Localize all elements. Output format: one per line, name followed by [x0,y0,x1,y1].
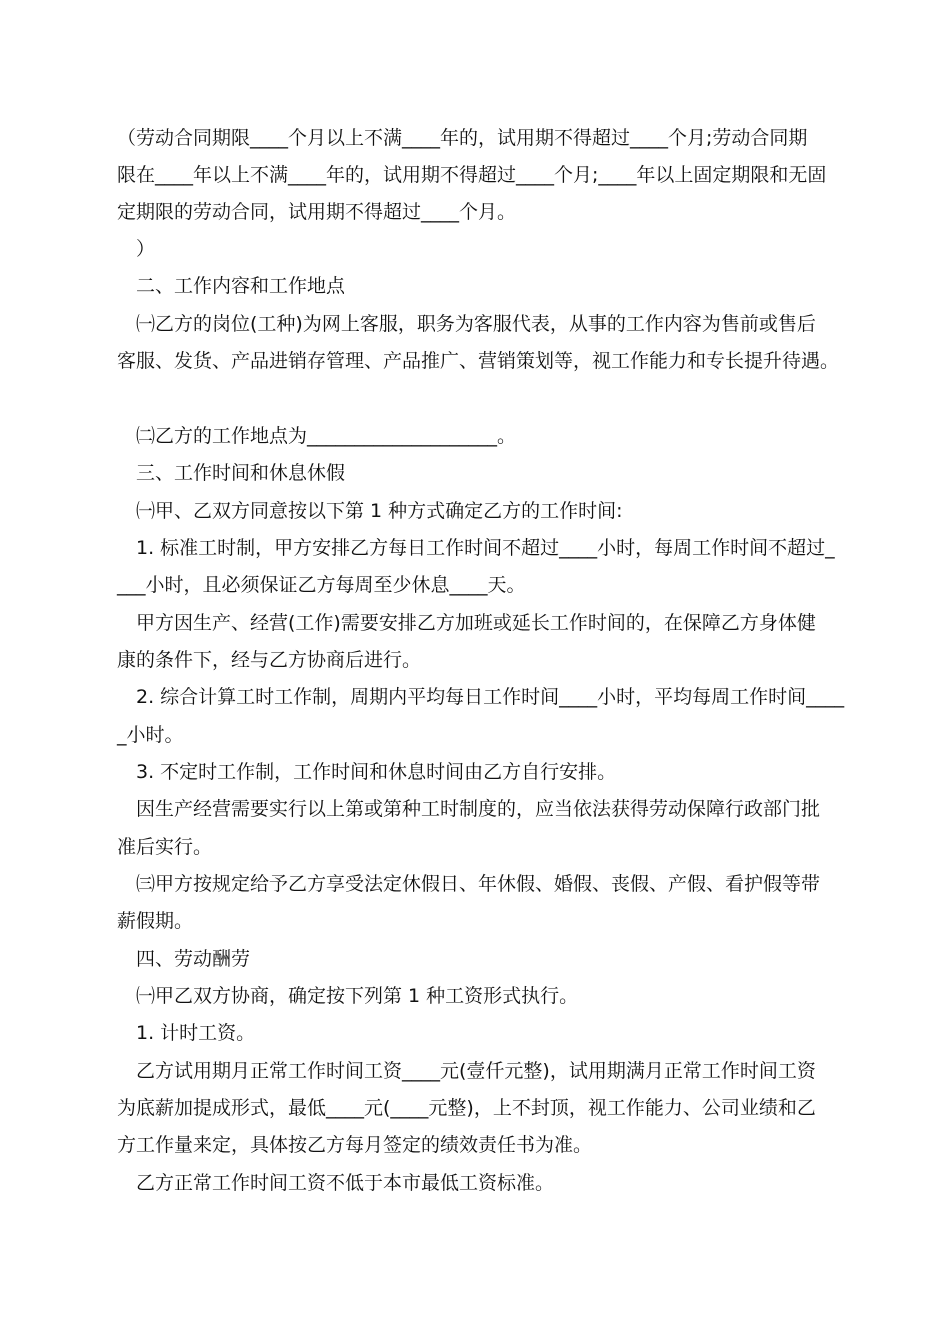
section-heading: 四、劳动酬劳 [136,948,251,970]
paragraph-line: ） [136,238,156,260]
section-heading: 三、工作时间和休息休假 [136,462,346,484]
paragraph-line: 甲方因生产、经营(工作)需要安排乙方加班或延长工作时间的，在保障乙方身体健 [136,612,816,634]
paragraph-line: 为底薪加提成形式，最低____元(____元整)，上不封顶，视工作能力、公司业绩和乙 [117,1097,816,1119]
paragraph-line: 3. 不定时工作制，工作时间和休息时间由乙方自行安排。 [136,761,617,783]
paragraph-line: 薪假期。 [117,910,194,932]
paragraph-line: 因生产经营需要实行以上第或第种工时制度的，应当依法获得劳动保障行政部门批 [136,798,821,820]
paragraph-line: _小时。 [117,724,184,746]
paragraph-line: 方工作量来定，具体按乙方每月签定的绩效责任书为准。 [117,1134,593,1156]
paragraph-line: ㈢甲方按规定给予乙方享受法定休假日、年休假、婚假、丧假、产假、看护假等带 [136,873,821,895]
paragraph-line: ㈠甲、乙双方同意按以下第 1 种方式确定乙方的工作时间: [136,500,623,522]
paragraph-line: 定期限的劳动合同，试用期不得超过____个月。 [117,201,517,223]
paragraph-line: 乙方正常工作时间工资不低于本市最低工资标准。 [136,1172,555,1194]
paragraph-line: ㈠甲乙双方协商，确定按下列第 1 种工资形式执行。 [136,985,579,1007]
paragraph-line: 限在____年以上不满____年的，试用期不得超过____个月;____年以上固定期限和无固 [117,164,827,186]
paragraph-line: （劳动合同期限____个月以上不满____年的，试用期不得超过____个月;劳动合同期 [117,127,808,149]
section-heading: 二、工作内容和工作地点 [136,275,346,297]
paragraph-line: 康的条件下，经与乙方协商后进行。 [117,649,422,671]
paragraph-line: 准后实行。 [117,836,213,858]
paragraph-line: 2. 综合计算工时工作制，周期内平均每日工作时间____小时，平均每周工作时间____ [136,686,845,708]
paragraph-line: 客服、发货、产品进销存管理、产品推广、营销策划等，视工作能力和专长提升待遇。 [117,350,840,372]
paragraph-line: 乙方试用期月正常工作时间工资____元(壹仟元整)，试用期满月正常工作时间工资 [136,1060,816,1082]
paragraph-line: ___小时，且必须保证乙方每周至少休息____天。 [117,574,526,596]
paragraph-line: ㈠乙方的岗位(工种)为网上客服，职务为客服代表，从事的工作内容为售前或售后 [136,313,816,335]
paragraph-line: 1. 计时工资。 [136,1022,256,1044]
paragraph-line: 1. 标准工时制，甲方安排乙方每日工作时间不超过____小时，每周工作时间不超过_ [136,537,835,559]
paragraph-line: ㈡乙方的工作地点为____________________。 [136,425,517,447]
